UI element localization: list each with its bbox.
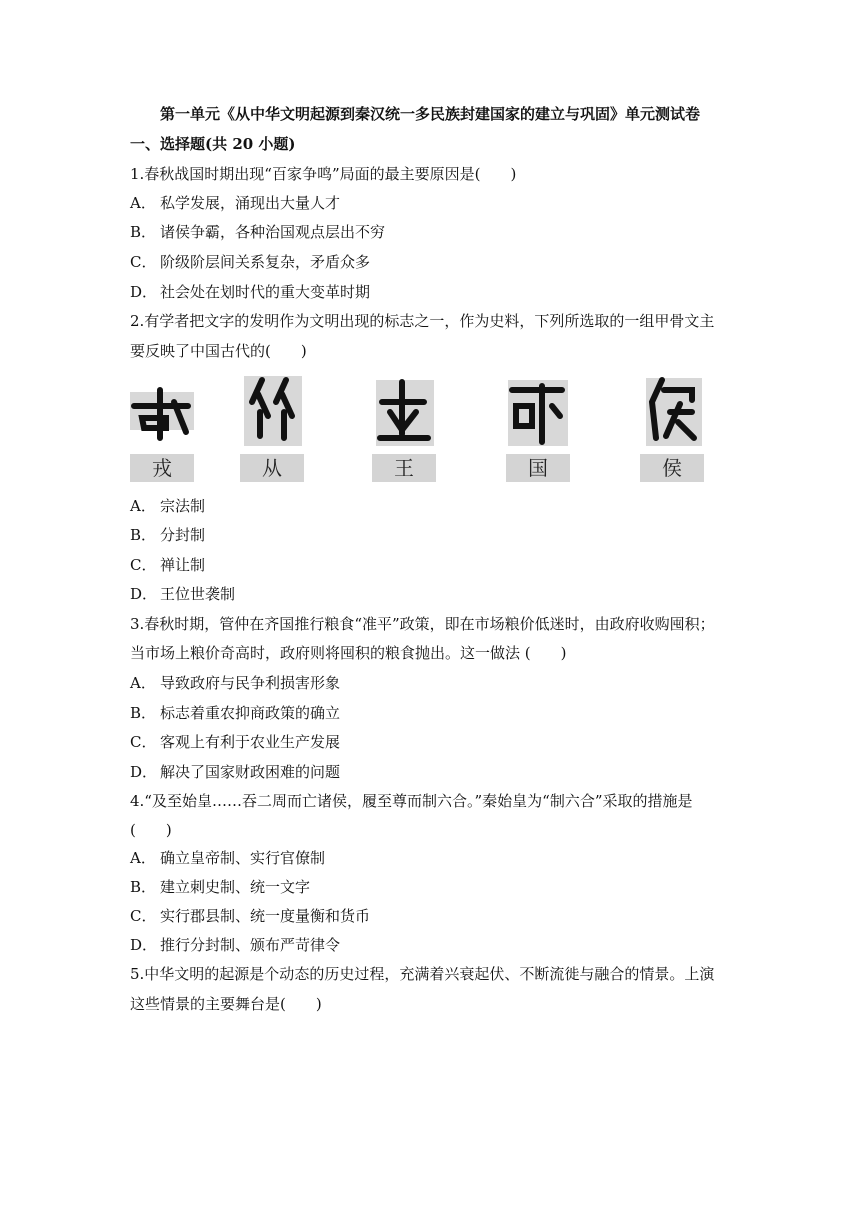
question-2-option-b [130, 525, 205, 545]
question-4-stem-line-2: ( ) [130, 821, 172, 839]
option-label: C． [130, 733, 157, 751]
option-label: B． [130, 223, 157, 241]
oracle-glyph-cong [240, 372, 320, 484]
option-text: 王位世袭制 [160, 585, 236, 603]
oracle-glyph-wang [372, 372, 452, 484]
option-label: A． [130, 674, 156, 692]
oracle-glyph-guo [506, 372, 586, 484]
question-4-stem-line-1: 4.“及至始皇……吞二周而亡诸侯，履至尊而制六合。”秦始皇为“制六合”采取的措施是 [130, 792, 693, 810]
oracle-glyph-rong [130, 372, 210, 484]
option-text: 社会处在划时代的重大变革时期 [160, 283, 371, 301]
option-label: D． [130, 936, 158, 954]
question-2-option-d [130, 584, 235, 604]
option-text: 建立刺史制、统一文字 [160, 878, 311, 896]
oracle-caption: 国 [506, 454, 570, 482]
option-label: B． [130, 704, 157, 722]
question-4-option-d [130, 935, 340, 955]
oracle-bone-glyph-row [130, 372, 730, 484]
option-label: C． [130, 253, 157, 271]
option-text: 确立皇帝制、实行官僚制 [160, 849, 326, 867]
option-label: A． [130, 497, 156, 515]
option-text: 实行郡县制、统一度量衡和货币 [160, 907, 371, 925]
option-text: 禅让制 [160, 556, 206, 574]
question-1-stem: 1.春秋战国时期出现“百家争鸣”局面的最主要原因是( ) [130, 165, 517, 183]
option-label: D． [130, 763, 158, 781]
option-text: 宗法制 [160, 497, 206, 515]
oracle-guo-icon [506, 372, 570, 452]
option-label: A． [130, 194, 156, 212]
option-text: 标志着重农抑商政策的确立 [160, 704, 341, 722]
option-text: 阶级阶层间关系复杂，矛盾众多 [160, 253, 371, 271]
question-4-option-c [130, 906, 370, 926]
option-label: B． [130, 878, 157, 896]
option-text: 导致政府与民争利损害形象 [160, 674, 341, 692]
question-5-stem-line-1: 5.中华文明的起源是个动态的历史过程，充满着兴衰起伏、不断流徙与融合的情景。上演 [130, 965, 715, 983]
question-5-stem-line-2: 这些情景的主要舞台是( ) [130, 995, 322, 1013]
question-4-option-b [130, 877, 310, 897]
question-1-option-c [130, 252, 370, 272]
oracle-caption: 侯 [640, 454, 704, 482]
option-label: C． [130, 907, 157, 925]
question-3-stem-line-2: 当市场上粮价奇高时，政府则将囤积的粮食抛出。这一做法 ( ) [130, 644, 567, 662]
oracle-rong-icon [130, 372, 194, 452]
oracle-caption: 戎 [130, 454, 194, 482]
question-3-option-b [130, 703, 340, 723]
option-text: 推行分封制、颁布严苛律令 [160, 936, 341, 954]
question-3-option-c [130, 732, 340, 752]
option-text: 客观上有利于农业生产发展 [160, 733, 341, 751]
oracle-caption: 王 [372, 454, 436, 482]
section-heading: 一、选择题(共 20 小题) [130, 135, 296, 153]
question-2-option-c [130, 555, 205, 575]
option-label: D． [130, 283, 158, 301]
option-text: 诸侯争霸，各种治国观点层出不穷 [160, 223, 386, 241]
option-label: C． [130, 556, 157, 574]
option-label: B． [130, 526, 157, 544]
option-text: 分封制 [160, 526, 206, 544]
question-3-stem-line-1: 3.春秋时期，管仲在齐国推行粮食“准平”政策，即在市场粮价低迷时，由政府收购囤积； [130, 615, 715, 633]
question-3-option-d [130, 762, 340, 782]
oracle-glyph-hou [640, 372, 720, 484]
question-4-option-a [130, 848, 325, 868]
oracle-caption: 从 [240, 454, 304, 482]
option-label: A． [130, 849, 156, 867]
oracle-cong-icon [240, 372, 304, 452]
question-1-option-b [130, 222, 385, 242]
question-1-option-d [130, 282, 370, 302]
page-title: 第一单元《从中华文明起源到秦汉统一多民族封建国家的建立与巩固》单元测试卷 [159, 105, 700, 123]
option-text: 解决了国家财政困难的问题 [160, 763, 341, 781]
question-3-option-a [130, 673, 340, 693]
question-1-option-a [130, 193, 340, 213]
question-2-stem-line-2: 要反映了中国古代的( ) [130, 342, 307, 360]
option-label: D． [130, 585, 158, 603]
oracle-hou-icon [640, 372, 704, 452]
question-2-option-a [130, 496, 205, 516]
option-text: 私学发展，涌现出大量人才 [160, 194, 341, 212]
question-2-stem-line-1: 2.有学者把文字的发明作为文明出现的标志之一，作为史料，下列所选取的一组甲骨文主 [130, 312, 715, 330]
oracle-wang-icon [372, 372, 436, 452]
